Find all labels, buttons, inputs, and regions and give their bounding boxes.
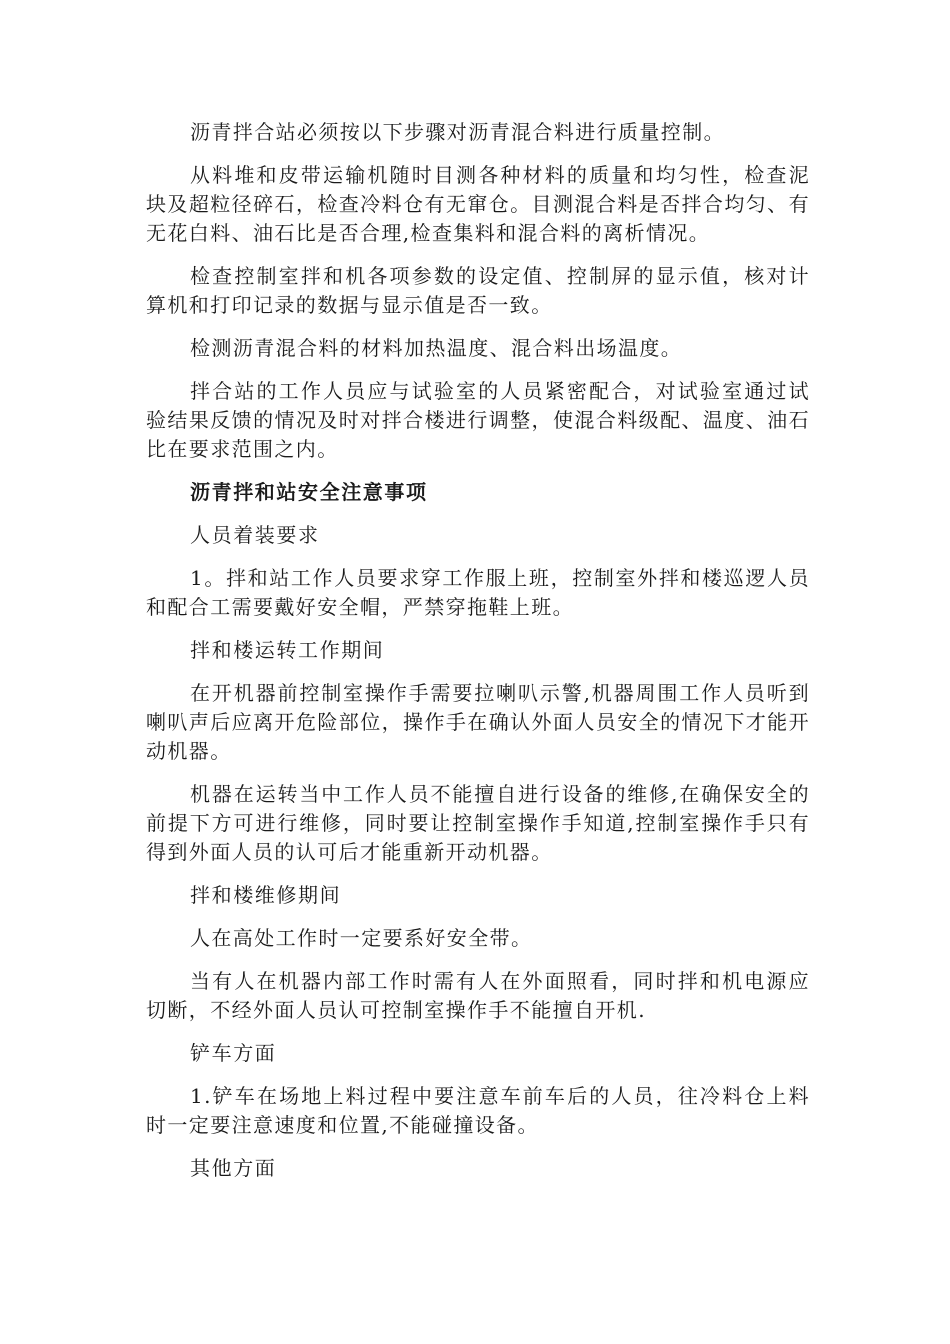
subheading-dress-code: 人员着装要求 (190, 523, 320, 547)
paragraph-control-room-check: 检查控制室拌和机各项参数的设定值、控制屏的显示值，核对计算机和打印记录的数据与显示值是否一致。 (146, 264, 810, 317)
paragraph-loader: 1.铲车在场地上料过程中要注意车前车后的人员，往冷料仓上料时一定要注意速度和位置,不能碰撞设备。 (146, 1084, 810, 1137)
subheading-other: 其他方面 (190, 1156, 277, 1180)
subheading-operation: 拌和楼运转工作期间 (190, 638, 385, 662)
paragraph-startup-warning: 在开机器前控制室操作手需要拉喇叭示警,机器周围工作人员听到喇叭声后应离开危险部位，操作手在确认外面人员安全的情况下才能开动机器。 (146, 681, 810, 763)
subheading-loader: 铲车方面 (190, 1041, 277, 1065)
subheading-maintenance: 拌和楼维修期间 (190, 883, 342, 907)
paragraph-temperature-check: 检测沥青混合料的材料加热温度、混合料出场温度。 (190, 336, 683, 360)
paragraph-lab-coordination: 拌合站的工作人员应与试验室的人员紧密配合，对试验室通过试验结果反馈的情况及时对拌合楼进行调整，使混合料级配、温度、油石比在要求范围之内。 (146, 379, 810, 461)
paragraph-safety-belt: 人在高处工作时一定要系好安全带。 (190, 926, 533, 950)
paragraph-material-inspection: 从料堆和皮带运输机随时目测各种材料的质量和均匀性，检查泥块及超粒径碎石，检查冷料仓有无窜仓。目测混合料是否拌合均匀、有无花白料、油石比是否合理,检查集料和混合料的离析情况。 (146, 163, 810, 245)
paragraph-running-maintenance: 机器在运转当中工作人员不能擅自进行设备的维修,在确保安全的前提下方可进行维修，同时要让控制室操作手知道,控制室操作手只有得到外面人员的认可后才能重新开动机器。 (146, 782, 810, 864)
paragraph-dress-code: 1。拌和站工作人员要求穿工作服上班，控制室外拌和楼巡逻人员和配合工需要戴好安全帽，严禁穿拖鞋上班。 (146, 566, 810, 619)
document-page (146, 118, 810, 1197)
paragraph-intro: 沥青拌合站必须按以下步骤对沥青混合料进行质量控制。 (190, 120, 725, 144)
paragraph-inside-machine: 当有人在机器内部工作时需有人在外面照看，同时拌和机电源应切断，不经外面人员认可控制室操作手不能擅自开机. (146, 969, 810, 1022)
section-heading-safety: 沥青拌和站安全注意事项 (190, 480, 428, 504)
